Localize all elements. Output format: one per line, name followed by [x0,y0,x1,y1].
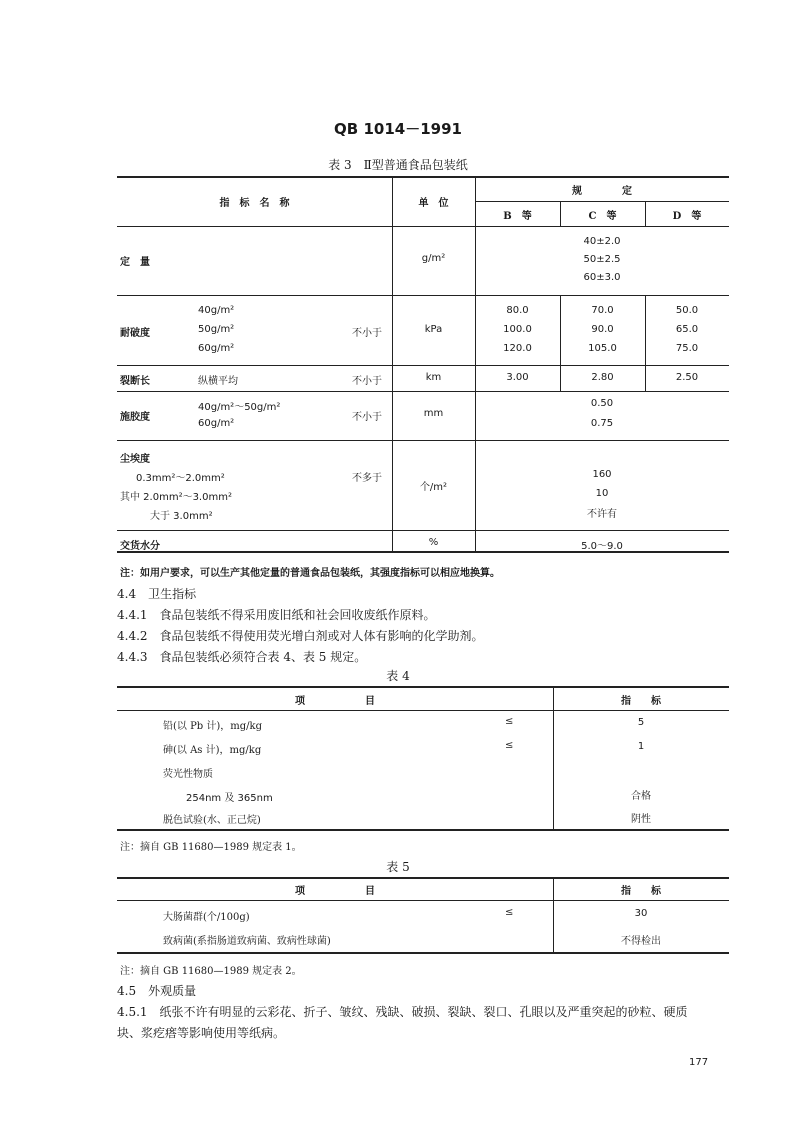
table5-head-rule [117,900,729,901]
row-breaking-c: 2.80 [591,372,614,383]
row-burst-limit: 不小于 [352,328,382,339]
section-4-5-1-line1: 4.5.1 纸张不许有明显的云彩花、折子、皱纹、残缺、破损、裂缺、裂口、孔眼以及严重突起的砂粒、硬质 [117,1005,688,1019]
table3-head-item: 指 标 名 称 [219,198,290,209]
section-4-5-title: 4.5 外观质量 [117,984,197,998]
table4-head-rule [117,710,729,711]
table3-rule [117,530,729,531]
table5-row-item: 致病菌(系指肠道致病菌、致病性球菌) [163,936,331,947]
row-breaking-b: 3.00 [506,372,529,383]
table4-caption: 表 4 [386,669,410,683]
row-burst-d: 50.0 [675,305,699,316]
section-4-4-title: 4.4 卫生指标 [117,587,197,601]
row-dirt-value: 10 [595,488,609,499]
row-breaking-unit: km [425,372,442,383]
row-breaking-d: 2.50 [675,372,699,383]
table3-rule [117,440,729,441]
table3-head-unit: 单 位 [418,198,449,209]
row-quantity-unit: g/m² [421,253,446,264]
table5-caption: 表 5 [386,860,410,874]
row-sizing-unit: mm [423,408,444,419]
table3-rule [117,365,729,366]
row-burst-d: 65.0 [675,324,699,335]
table3-note: 注：如用户要求，可以生产其他定量的普通食品包装纸，其强度指标可以相应地换算。 [120,568,500,579]
table4-head-item: 项 目 [295,696,375,707]
section-4-4-1: 4.4.1 食品包装纸不得采用废旧纸和社会回收废纸作原料。 [117,608,436,622]
table4-head-index: 指 标 [621,696,661,707]
row-burst-sub: 40g/m² [198,305,235,316]
section-4-4-3: 4.4.3 食品包装纸必须符合表 4、表 5 规定。 [117,650,367,664]
row-dirt-sub: 其中 2.0mm²～3.0mm² [120,492,232,503]
table4-row-sym: ≤ [505,740,514,751]
table4-row-item: 砷(以 As 计)，mg/kg [163,745,262,756]
table4-row-value: 阴性 [631,814,651,825]
row-sizing-name: 施胶度 [120,412,150,423]
table4-row-value: 1 [637,741,645,752]
row-sizing-value: 0.50 [590,398,614,409]
table5-row-value: 30 [634,908,648,919]
row-breaking-limit: 不小于 [352,376,382,387]
row-sizing-value: 0.75 [590,418,614,429]
row-burst-c: 105.0 [588,343,617,354]
table3-top-rule [117,176,729,178]
table5-head-item: 项 目 [295,886,375,897]
row-burst-sub: 50g/m² [198,324,235,335]
table3-head-b: B 等 [503,211,532,222]
table5-row-value: 不得检出 [621,936,661,947]
table4-row-value: 合格 [631,791,651,802]
row-sizing-limit: 不小于 [352,412,382,423]
row-moisture-value: 5.0～9.0 [581,541,623,552]
table4-note: 注：摘自 GB 11680—1989 规定表 1。 [120,842,302,853]
table3-caption: 表 3 Ⅱ型普通食品包装纸 [328,158,468,172]
table4-row-item: 荧光性物质 [163,769,213,780]
table5-head-index: 指 标 [621,886,661,897]
row-quantity-value: 40±2.0 [583,236,621,247]
row-burst-unit: kPa [424,324,443,335]
row-moisture-unit: % [428,537,439,548]
table4-col-rule [553,686,554,830]
table4-row-item: 254nm 及 365nm [186,793,273,804]
row-burst-c: 90.0 [591,324,614,335]
row-dirt-limit: 不多于 [352,473,382,484]
row-burst-b: 80.0 [506,305,529,316]
row-breaking-name: 裂断长 [120,376,150,387]
table3-col-rule [392,176,393,552]
table3-head-d: D 等 [672,211,702,222]
row-burst-b: 120.0 [503,343,532,354]
row-moisture-name: 交货水分 [120,541,160,552]
section-4-5-1-line2: 块、浆疙瘩等影响使用等纸病。 [117,1026,286,1040]
row-burst-c: 70.0 [591,305,614,316]
row-dirt-value: 不许有 [587,509,617,520]
table3-rule [117,295,729,296]
row-breaking-sub: 纵横平均 [198,376,238,387]
row-burst-d: 75.0 [675,343,699,354]
table3-rule [117,391,729,392]
row-quantity-name: 定 量 [120,257,150,268]
row-sizing-sub: 60g/m² [198,418,235,429]
table4-row-item: 铅(以 Pb 计)，mg/kg [163,721,263,732]
table4-row-sym: ≤ [505,716,514,727]
section-4-4-2: 4.4.2 食品包装纸不得使用荧光增白剂或对人体有影响的化学助剂。 [117,629,484,643]
table4-top-rule [117,686,729,688]
row-dirt-sub: 大于 3.0mm² [150,511,213,522]
standard-number: QB 1014－1991 [334,120,462,138]
row-burst-sub: 60g/m² [198,343,235,354]
table3-head-rule [117,226,729,227]
table5-row-sym: ≤ [505,907,514,918]
row-quantity-value: 60±3.0 [583,272,621,283]
table5-row-item: 大肠菌群(个/100g) [163,912,250,923]
table5-top-rule [117,877,729,879]
table3-spec-rule [475,201,729,202]
row-dirt-sub: 0.3mm²～2.0mm² [136,473,225,484]
row-burst-b: 100.0 [503,324,532,335]
row-burst-name: 耐破度 [120,328,150,339]
table5-note: 注：摘自 GB 11680—1989 规定表 2。 [120,966,302,977]
table4-row-item: 脱色试验(水、正己烷) [163,815,261,826]
table3-head-spec: 规 定 [572,186,632,197]
row-dirt-value: 160 [592,469,612,480]
row-dirt-unit: 个/m² [419,482,448,493]
row-quantity-value: 50±2.5 [583,254,621,265]
table3-head-c: C 等 [588,211,617,222]
table4-bottom-rule [117,829,729,831]
table5-bottom-rule [117,952,729,954]
table4-row-value: 5 [637,717,645,728]
row-sizing-sub: 40g/m²～50g/m² [198,402,281,413]
page-number: 177 [689,1057,709,1068]
row-dirt-name: 尘埃度 [120,454,150,465]
